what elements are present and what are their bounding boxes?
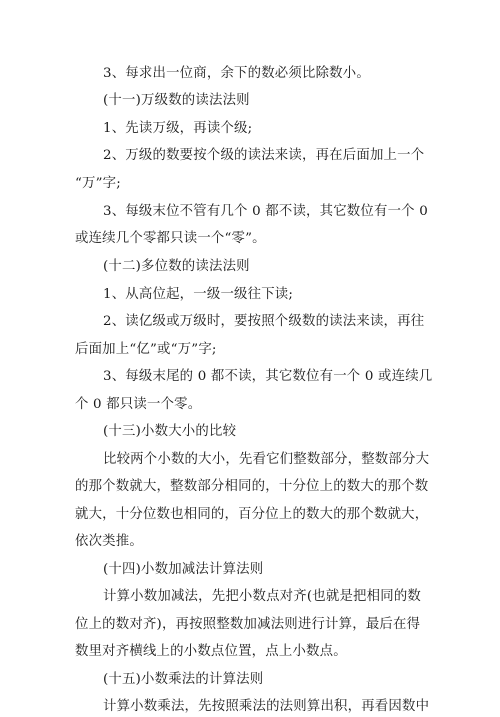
text-line: 依次类推。: [75, 534, 143, 549]
section-heading: (十二)多位数的读法法则: [103, 259, 250, 274]
text-line: 就大，十分位数也相同的，百分位上的数大的那个数就大，: [75, 507, 429, 522]
text-line: 比较两个小数的大小，先看它们整数部分，整数部分大: [103, 452, 430, 467]
text-line: 或连续几个零都只读一个“零”。: [75, 231, 266, 246]
text-line: 3、每求出一位商，余下的数必须比除数小。: [103, 66, 370, 81]
section-heading: (十三)小数大小的比较: [103, 424, 237, 439]
text-line: 3、每级末尾的 0 都不读，其它数位有一个 0 或连续几: [103, 369, 433, 384]
text-line: 2、万级的数要按个级的读法来读，再在后面加上一个: [103, 148, 425, 163]
text-line: 计算小数乘法，先按照乘法的法则算出积，再看因数中: [103, 699, 430, 714]
section-heading: (十五)小数乘法的计算法则: [103, 672, 264, 687]
text-line: 2、读亿级或万级时，要按照个级数的读法来读，再往: [103, 314, 425, 329]
text-line: 3、每级末位不管有几个 0 都不读，其它数位有一个 0: [103, 204, 428, 219]
text-line: “万”字;: [75, 176, 121, 191]
text-line: 1、从高位起，一级一级往下读;: [103, 287, 294, 302]
text-line: 的那个数就大，整数部分相同的，十分位上的数大的那个数: [75, 479, 429, 494]
text-line: 位上的数对齐)，再按照整数加减法则进行计算，最后在得: [75, 617, 421, 632]
text-line: 1、先读万级，再读个级;: [103, 121, 253, 136]
text-line: 个 0 都只读一个零。: [75, 397, 202, 412]
text-line: 计算小数加减法，先把小数点对齐(也就是把相同的数: [103, 589, 422, 604]
section-heading: (十四)小数加减法计算法则: [103, 562, 264, 577]
section-heading: (十一)万级数的读法法则: [103, 93, 250, 108]
text-line: 后面加上“亿”或“万”字;: [75, 342, 217, 357]
text-line: 数里对齐横线上的小数点位置，点上小数点。: [75, 644, 347, 659]
